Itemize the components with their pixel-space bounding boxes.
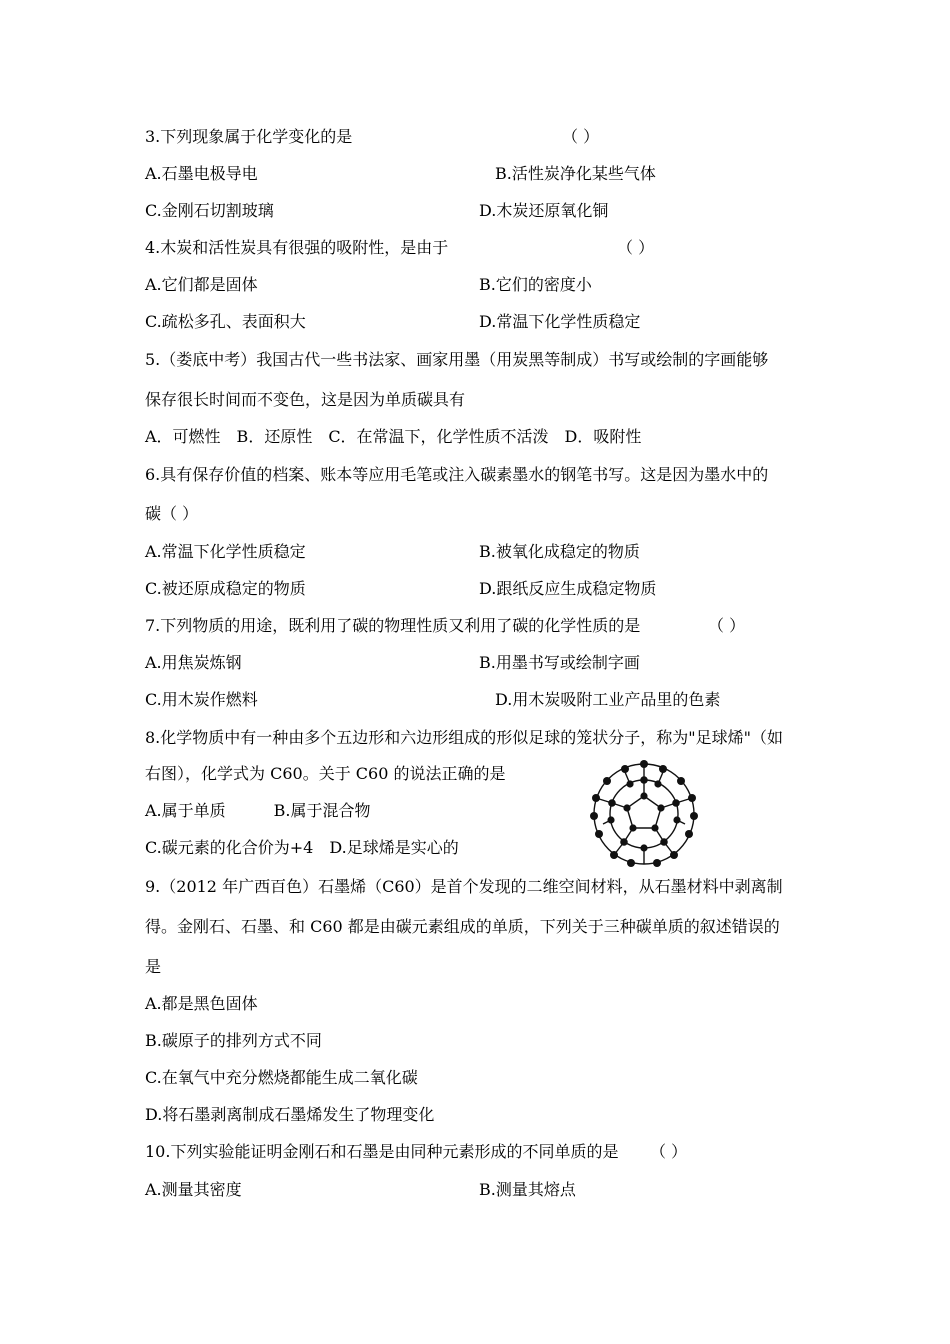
q10-stem: 10.下列实验能证明金刚石和石墨是由同种元素形成的不同单质的是 [145,1142,619,1161]
q3-stem: 3.下列现象属于化学变化的是 [145,127,353,146]
q10-option-a: A.测量其密度 [145,1180,242,1199]
q8-stem-line1: 8.化学物质中有一种由多个五边形和六边形组成的形似足球的笼状分子，称为"足球烯"（如 [145,728,783,747]
q9-option-a: A.都是黑色固体 [145,994,258,1013]
q6-option-d: D.跟纸反应生成稳定物质 [479,579,657,598]
q9-stem-line2: 得。金刚石、石墨、和 C60 都是由碳元素组成的单质，下列关于三种碳单质的叙述错误的 [145,917,780,936]
q9-option-b: B.碳原子的排列方式不同 [145,1031,322,1050]
q4-option-b: B.它们的密度小 [479,275,592,294]
q5-stem-line2: 保存很长时间而不变色，这是因为单质碳具有 [145,390,466,409]
q4-option-d: D.常温下化学性质稳定 [479,312,641,331]
q6-option-c: C.被还原成稳定的物质 [145,579,306,598]
q7-option-a: A.用焦炭炼钢 [145,653,242,672]
q4-stem: 4.木炭和活性炭具有很强的吸附性，是由于 [145,238,449,257]
q7-option-c: C.用木炭作燃料 [145,690,258,709]
q10-option-b: B.测量其熔点 [479,1180,576,1199]
q7-stem: 7.下列物质的用途，既利用了碳的物理性质又利用了碳的化学性质的是 [145,616,641,635]
q3-option-c: C.金刚石切割玻璃 [145,201,274,220]
q8-options-ab: A.属于单质 B.属于混合物 [145,801,371,820]
q8-stem-line2: 右图），化学式为 C60。关于 C60 的说法正确的是 [145,764,506,783]
q4-answer-bracket: （ ） [617,238,655,257]
q9-option-d: D.将石墨剥离制成石墨烯发生了物理变化 [145,1105,435,1124]
q8-options-cd: C.碳元素的化合价为+4 D.足球烯是实心的 [145,838,459,857]
q9-option-c: C.在氧气中充分燃烧都能生成二氧化碳 [145,1068,418,1087]
q9-stem-line3: 是 [145,957,162,976]
q10-answer-bracket: （ ） [650,1142,688,1161]
q7-answer-bracket: （ ） [708,616,746,635]
q3-answer-bracket: （ ） [562,127,600,146]
q6-stem-line2: 碳（ ） [145,504,199,523]
q6-stem-line1: 6.具有保存价值的档案、账本等应用毛笔或注入碳素墨水的钢笔书写。这是因为墨水中的 [145,465,769,484]
q6-option-b: B.被氧化成稳定的物质 [479,542,640,561]
q5-stem-line1: 5.（娄底中考）我国古代一些书法家、画家用墨（用炭黑等制成）书写或绘制的字画能够 [145,350,769,369]
q4-option-c: C.疏松多孔、表面积大 [145,312,306,331]
q7-option-b: B.用墨书写或绘制字画 [479,653,640,672]
q6-option-a: A.常温下化学性质稳定 [145,542,306,561]
q3-option-a: A.石墨电极导电 [145,164,258,183]
fullerene-c60-image [585,758,703,870]
q3-option-d: D.木炭还原氧化铜 [479,201,609,220]
q7-option-d: D.用木炭吸附工业产品里的色素 [495,690,721,709]
q3-option-b: B.活性炭净化某些气体 [495,164,656,183]
q4-option-a: A.它们都是固体 [145,275,258,294]
q5-options: A．可燃性 B．还原性 C．在常温下，化学性质不活泼 D．吸附性 [145,427,642,446]
q9-stem-line1: 9.（2012 年广西百色）石墨烯（C60）是首个发现的二维空间材料，从石墨材料中剥离制 [145,877,783,896]
